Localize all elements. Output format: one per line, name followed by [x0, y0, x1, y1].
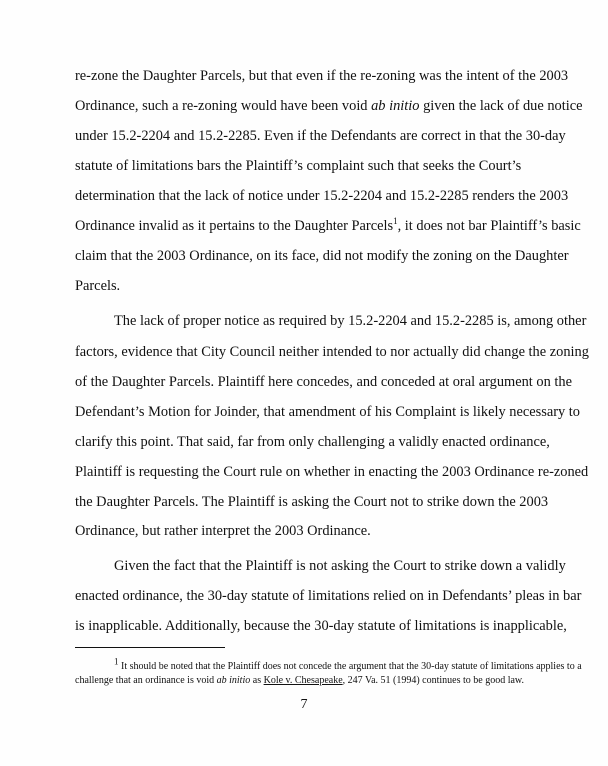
case-citation: Kole v. Chesapeake: [263, 675, 343, 686]
paragraph-first-line: The lack of proper notice as required by 15.2-2204 and 15.2-2285 is, among other: [114, 313, 587, 329]
footnote-reference[interactable]: 1: [393, 216, 398, 227]
footnote-separator: [75, 647, 225, 648]
footnote-marker: 1: [114, 656, 119, 667]
footnote-text-line: [114, 656, 582, 673]
body-text-line: enacted ordinance, the 30-day statute of limitations relied on in Defendants’ pleas in bar: [75, 588, 582, 604]
body-text-line: claim that the 2003 Ordinance, on its face, did not modify the zoning on the Daughter: [75, 248, 569, 264]
italic-text-run: ab initio: [371, 98, 420, 114]
footnote-text-line: [75, 674, 524, 687]
italic-text-run: ab initio: [216, 675, 251, 686]
body-text-line: re-zone the Daughter Parcels, but that even if the re-zoning was the intent of the 2003: [75, 68, 569, 84]
paragraph-first-line: Given the fact that the Plaintiff is not asking the Court to strike down a validly: [114, 558, 566, 574]
body-text-line: Ordinance, but rather interpret the 2003 Ordinance.: [75, 523, 371, 539]
body-text-line: factors, evidence that City Council neither intended to nor actually did change the zoning: [75, 344, 589, 360]
body-text-line: of the Daughter Parcels. Plaintiff here concedes, and conceded at oral argument on the: [75, 374, 572, 390]
body-text-line: [75, 97, 583, 115]
text-run: Ordinance, such a re-zoning would have been void: [75, 98, 372, 114]
body-text-line: Plaintiff is requesting the Court rule on whether in enacting the 2003 Ordinance re-zoned: [75, 464, 589, 480]
body-text-line: Parcels.: [75, 278, 121, 294]
body-text-line: determination that the lack of notice under 15.2-2204 and 15.2-2285 renders the 2003: [75, 188, 569, 204]
body-text-line: [75, 217, 581, 235]
text-run: Ordinance invalid as it pertains to the Daughter Parcels: [75, 218, 394, 234]
body-text-line: statute of limitations bars the Plaintiff’s complaint such that seeks the Court’s: [75, 158, 522, 174]
text-run: as: [250, 675, 264, 686]
text-run: given the lack of due notice: [419, 98, 583, 114]
text-run: challenge that an ordinance is void: [75, 675, 217, 686]
body-text-line: Defendant’s Motion for Joinder, that amendment of his Complaint is likely necessary to: [75, 404, 580, 420]
body-text-line: is inapplicable. Additionally, because the 30-day statute of limitations is inapplicable,: [75, 618, 567, 634]
body-text-line: the Daughter Parcels. The Plaintiff is asking the Court not to strike down the 2003: [75, 494, 549, 510]
text-run: , it does not bar Plaintiff’s basic: [397, 218, 581, 234]
page-number: 7: [300, 697, 308, 712]
text-run: It should be noted that the Plaintiff does not concede the argument that the 30-day statute of limitations applies to a: [118, 661, 582, 672]
body-text-line: clarify this point. That said, far from only challenging a validly enacted ordinance,: [75, 434, 550, 450]
body-text-line: under 15.2-2204 and 15.2-2285. Even if the Defendants are correct in that the 30-day: [75, 128, 566, 144]
text-run: , 247 Va. 51 (1994) continues to be good law.: [342, 675, 525, 686]
